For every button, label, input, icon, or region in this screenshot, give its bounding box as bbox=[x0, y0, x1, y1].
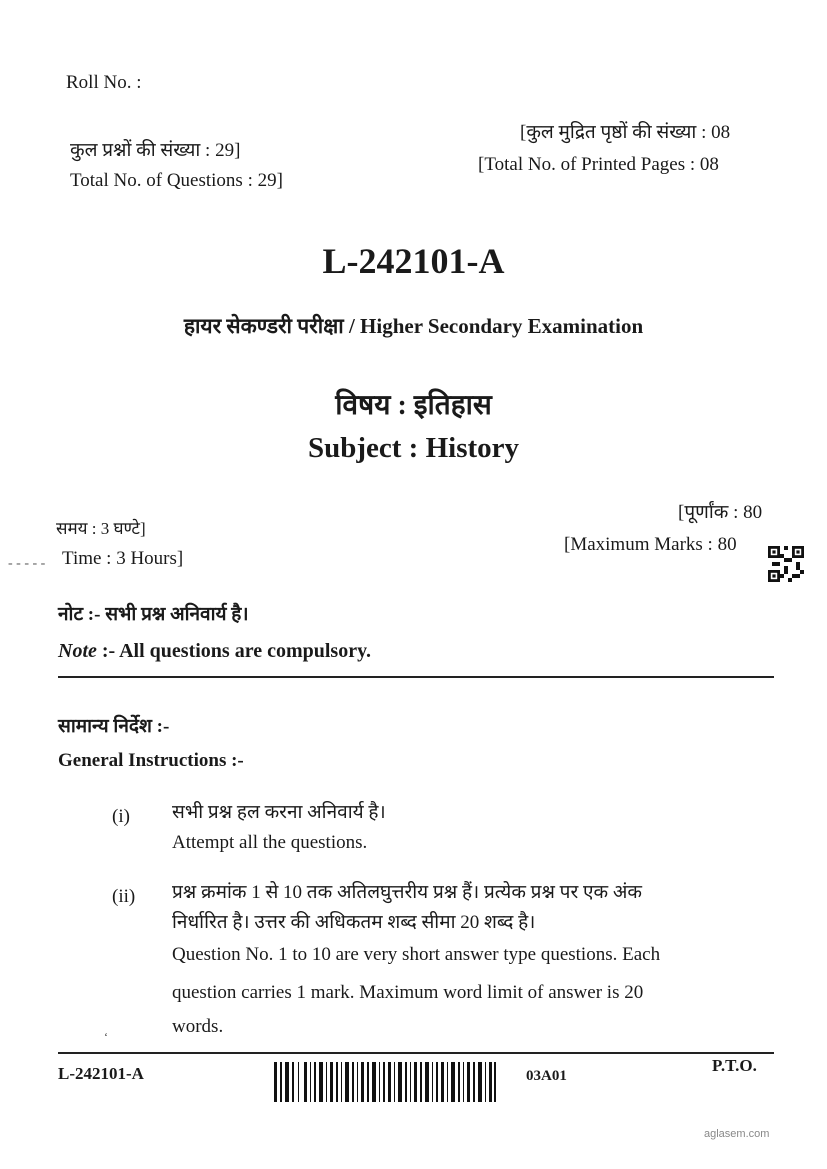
total-questions-english: Total No. of Questions : 29] bbox=[70, 170, 283, 191]
footer-paper-code: L-242101-A bbox=[58, 1064, 144, 1083]
instruction-english-line: words. bbox=[172, 1016, 224, 1037]
general-instructions-english: General Instructions :- bbox=[58, 750, 244, 771]
instruction-number: (ii) bbox=[112, 886, 136, 907]
note-english bbox=[58, 640, 371, 663]
instruction-english-line: Attempt all the questions. bbox=[172, 832, 368, 853]
max-marks-english: [Maximum Marks : 80 bbox=[564, 534, 737, 555]
instruction-hindi-line: सभी प्रश्न हल करना अनिवार्य है। bbox=[172, 802, 386, 823]
footer-serial: 03A01 bbox=[526, 1068, 567, 1084]
barcode-icon bbox=[274, 1062, 496, 1102]
exam-title: हायर सेकण्डरी परीक्षा / Higher Secondary Examination bbox=[183, 314, 644, 338]
stray-mark: ‘ bbox=[104, 1030, 108, 1044]
instruction-hindi-line: प्रश्न क्रमांक 1 से 10 तक अतिलघुत्तरीय प्रश्न हैं। प्रत्येक प्रश्न पर एक अंक bbox=[172, 882, 642, 903]
note-label: Note bbox=[58, 640, 97, 662]
roll-number-label: Roll No. : bbox=[66, 72, 142, 93]
paper-code: L-242101-A bbox=[322, 241, 505, 281]
footer-divider bbox=[58, 1052, 774, 1054]
total-questions-hindi: कुल प्रश्नों की संख्या : 29] bbox=[70, 140, 241, 161]
printed-pages-english: [Total No. of Printed Pages : 08 bbox=[478, 154, 719, 175]
watermark: aglasem.com bbox=[704, 1128, 770, 1140]
note-text: :- All questions are compulsory. bbox=[96, 640, 371, 662]
max-marks-hindi: [पूर्णांक : 80 bbox=[678, 502, 763, 523]
subject-hindi: विषय : इतिहास bbox=[335, 390, 492, 421]
note-divider bbox=[58, 676, 774, 678]
scan-mark: - - - - - bbox=[8, 556, 46, 571]
general-instructions-hindi: सामान्य निर्देश :- bbox=[58, 716, 170, 737]
qr-code-icon bbox=[768, 546, 804, 582]
printed-pages-hindi: [कुल मुद्रित पृष्ठों की संख्या : 08 bbox=[520, 122, 731, 143]
instruction-english-line: Question No. 1 to 10 are very short answer type questions. Each bbox=[172, 944, 661, 965]
instruction-number: (i) bbox=[112, 806, 130, 827]
instruction-hindi-line: निर्धारित है। उत्तर की अधिकतम शब्द सीमा 20 शब्द है। bbox=[172, 912, 536, 933]
note-hindi: नोट :- सभी प्रश्न अनिवार्य है। bbox=[58, 604, 249, 625]
subject-english: Subject : History bbox=[307, 432, 520, 464]
footer-pto: P.T.O. bbox=[712, 1056, 757, 1075]
time-hindi: समय : 3 घण्टे] bbox=[56, 519, 146, 538]
instruction-english-line: question carries 1 mark. Maximum word limit of answer is 20 bbox=[172, 982, 644, 1003]
time-english: Time : 3 Hours] bbox=[62, 548, 184, 569]
